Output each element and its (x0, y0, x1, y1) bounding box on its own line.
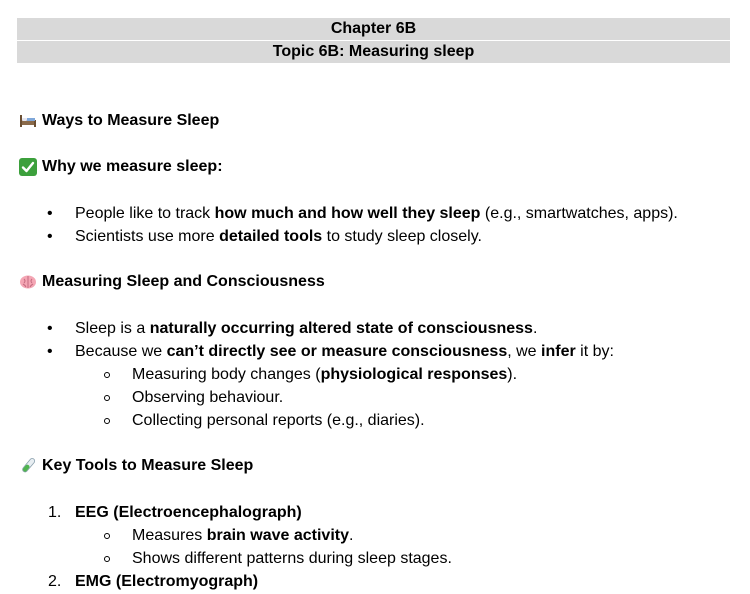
bullet-dot: • (47, 228, 53, 245)
bullet-dot: • (47, 320, 53, 337)
sub-list-item: Collecting personal reports (e.g., diaries). (132, 412, 425, 429)
list-item: People like to track how much and how well they sleep (e.g., smartwatches, apps). (75, 205, 678, 222)
list-number: 1. (48, 504, 62, 521)
consciousness-heading-text: Measuring Sleep and Consciousness (42, 273, 325, 290)
bullet-dot: • (47, 343, 53, 360)
tools-heading-text: Key Tools to Measure Sleep (42, 457, 254, 474)
sub-bullet-circle (104, 395, 110, 401)
list-item: Scientists use more detailed tools to study sleep closely. (75, 228, 482, 245)
consciousness-heading (19, 272, 325, 292)
why-heading (19, 157, 223, 177)
why-heading-text: Why we measure sleep: (42, 158, 223, 175)
sub-bullet-circle (104, 418, 110, 424)
sub-list-item: Shows different patterns during sleep stages. (132, 550, 452, 567)
sub-list-item: Measures brain wave activity. (132, 527, 354, 544)
bed-icon (19, 112, 37, 130)
chapter-title: Chapter 6B (17, 18, 730, 40)
tools-heading (19, 456, 253, 476)
sub-bullet-circle (104, 372, 110, 378)
bullet-dot: • (47, 205, 53, 222)
list-number: 2. (48, 573, 62, 590)
topic-title: Topic 6B: Measuring sleep (17, 41, 730, 63)
brain-icon (19, 273, 37, 291)
sub-bullet-circle (104, 533, 110, 539)
check-mark-icon (19, 158, 37, 176)
sub-bullet-circle (104, 556, 110, 562)
sub-list-item: Measuring body changes (physiological responses). (132, 366, 518, 383)
sub-list-item: Observing behaviour. (132, 389, 284, 406)
numbered-item: EMG (Electromyograph) (75, 573, 259, 590)
list-item: Because we can’t directly see or measure consciousness, we infer it by: (75, 343, 614, 360)
test-tube-icon (19, 457, 37, 475)
ways-heading (19, 111, 219, 131)
ways-heading-text: Ways to Measure Sleep (42, 112, 220, 129)
numbered-item: EEG (Electroencephalograph) (75, 504, 302, 521)
list-item: Sleep is a naturally occurring altered state of consciousness. (75, 320, 538, 337)
